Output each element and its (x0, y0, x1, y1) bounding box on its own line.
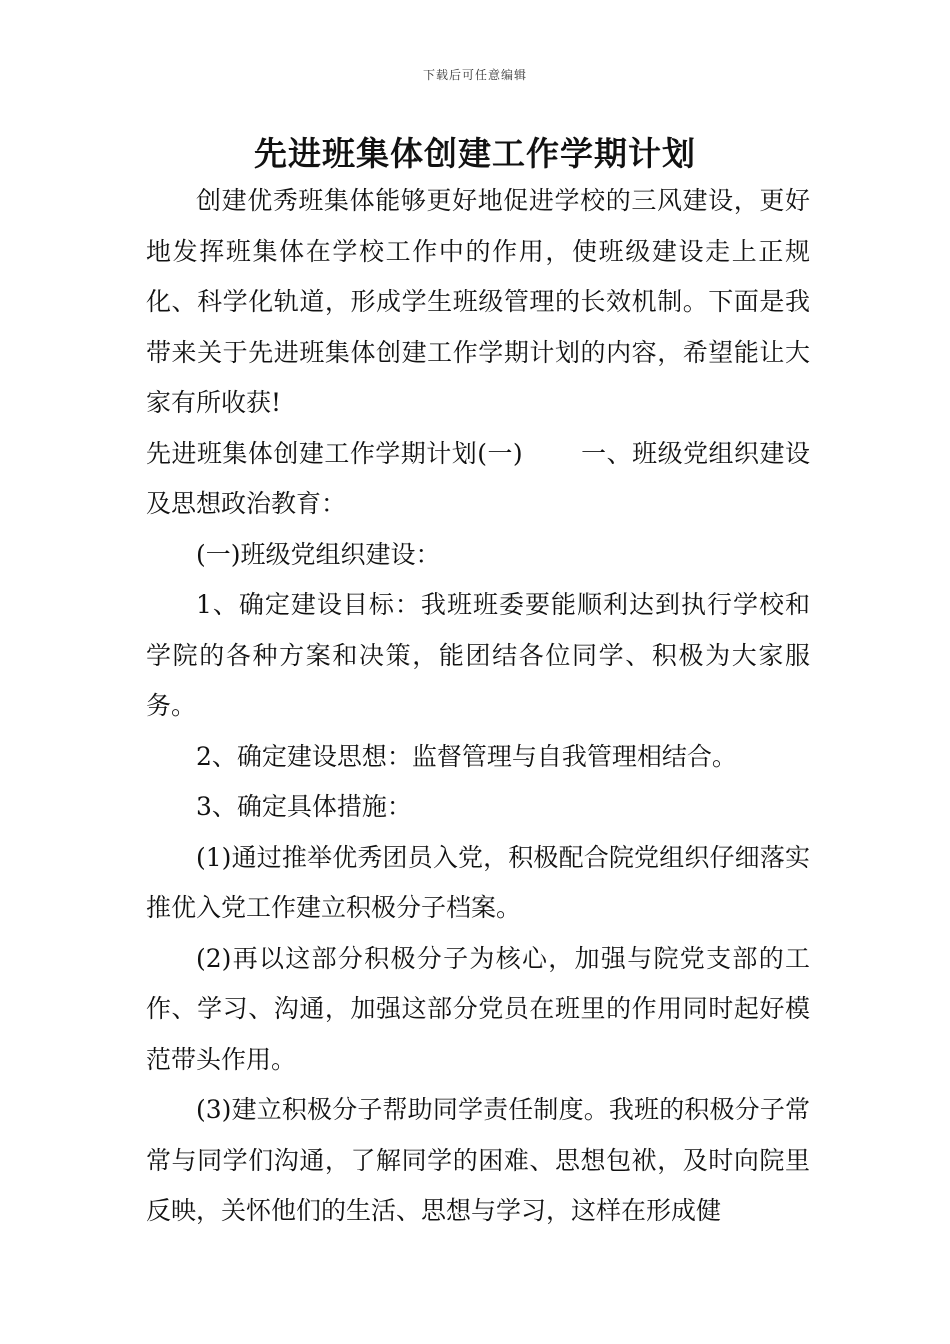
document-title: 先进班集体创建工作学期计划 (254, 134, 696, 173)
section-heading-line (146, 429, 810, 530)
header-note: 下载后可任意编辑 (422, 68, 527, 82)
section-heading: 先进班集体创建工作学期计划(一) (146, 438, 523, 468)
item-paragraph-2: 2、确定建设思想：监督管理与自我管理相结合。 (196, 741, 737, 771)
document-body (146, 176, 810, 1237)
measure-paragraph-1: (1)通过推举优秀团员入党，积极配合院党组织仔细落实推优入党工作建立积极分子档案。 (146, 842, 810, 922)
subsection-heading: (一)班级党组织建设： (196, 539, 441, 569)
section-subheading: 一、班级党组织建设及思想政治教育： (146, 438, 810, 518)
item-paragraph-1: 1、确定建设目标：我班班委要能顺利达到执行学校和学院的各种方案和决策，能团结各位同学、积极为大家服务。 (146, 590, 810, 720)
measure-paragraph-3: (3)建立积极分子帮助同学责任制度。我班的积极分子常常与同学们沟通，了解同学的困难、思想包袱，及时向院里反映，关怀他们的生活、思想与学习，这样在形成健 (146, 1095, 810, 1225)
item-paragraph-3: 3、确定具体措施： (196, 792, 412, 821)
measure-paragraph-2: (2)再以这部分积极分子为核心，加强与院党支部的工作、学习、沟通，加强这部分党员在班里的作用同时起好模范带头作用。 (146, 943, 810, 1074)
intro-paragraph: 创建优秀班集体能够更好地促进学校的三风建设，更好地发挥班集体在学校工作中的作用，使班级建设走上正规化、科学化轨道，形成学生班级管理的长效机制。下面是我带来关于先进班集体创建工作学期计划的内容，希望能让大家有所收获! (146, 186, 810, 417)
